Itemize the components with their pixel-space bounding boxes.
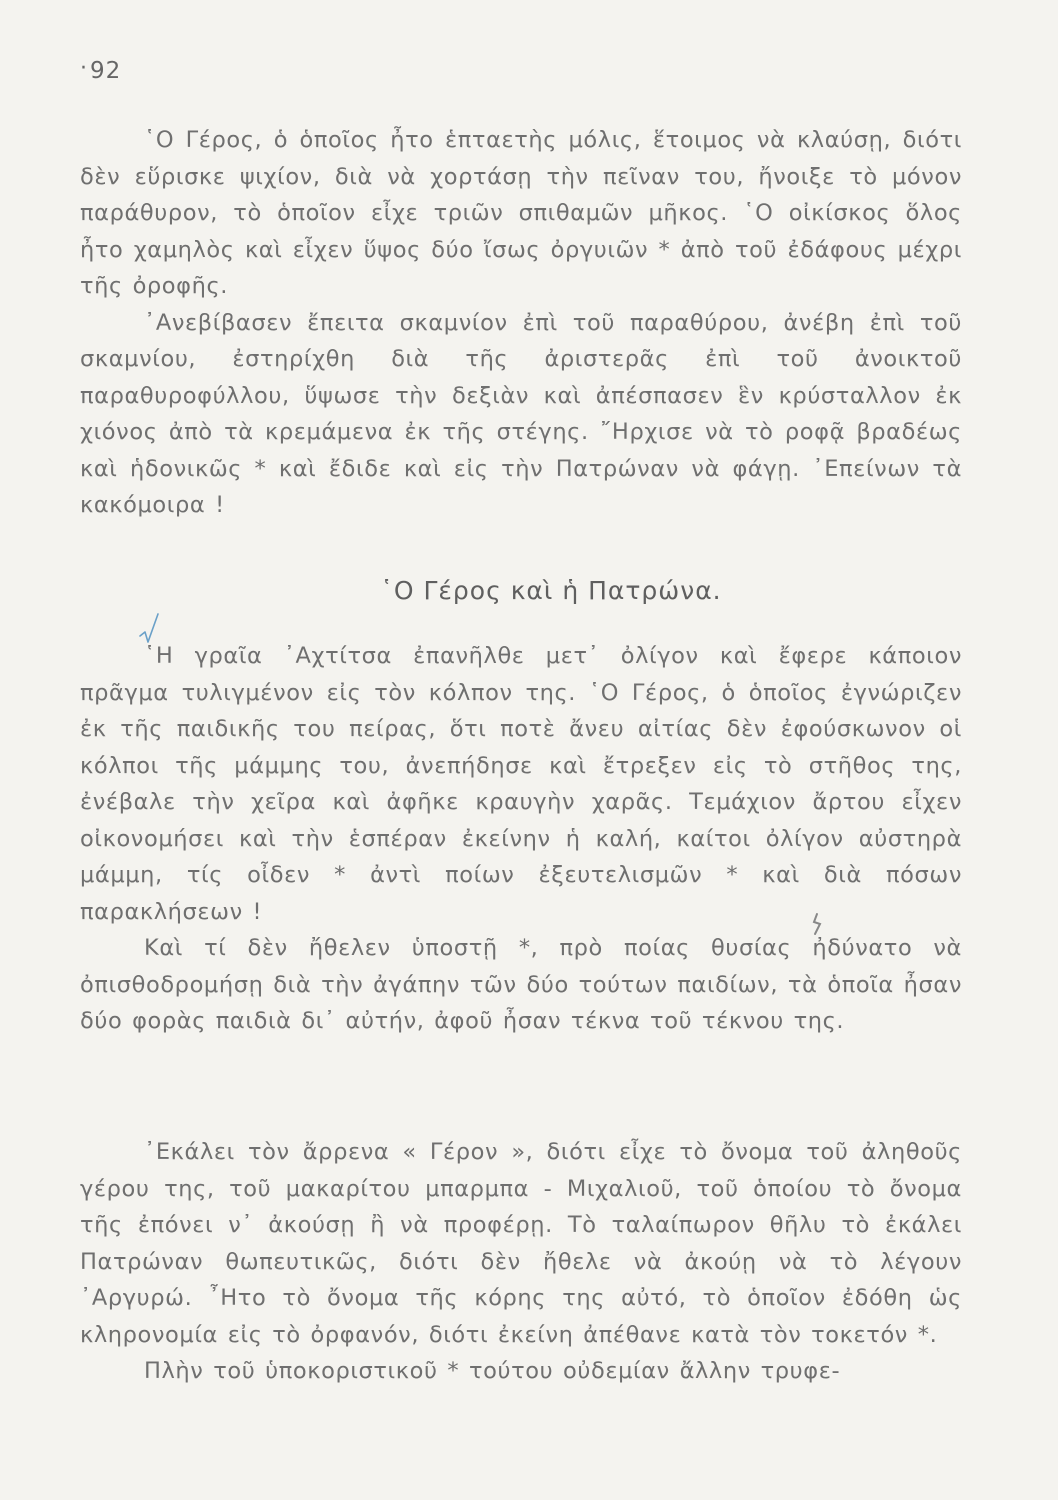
paragraph: ῾Ο Γέρος, ὁ ὁποῖος ἦτο ἑπταετὴς μόλις, ἕτοιμος νὰ κλαύσῃ, διότι δὲν εὕρισκε ψιχίον, διὰ νὰ χορτάσῃ τὴν πεῖναν του, ἤνοιξε τὸ μόνον παράθυρον, τὸ ὁποῖον εἶχε τριῶν σπιθαμῶν μῆκος. ῾Ο οἰκίσκος ὅλος ἦτο χαμηλὸς καὶ εἶχεν ὕψος δύο ἴσως ὀργυιῶν * ἀπὸ τοῦ ἐδάφους μέχρι τῆς ὀροφῆς. bbox=[80, 127, 962, 299]
ink-smudge-icon bbox=[808, 912, 826, 936]
page-number-text: 92 bbox=[90, 58, 122, 84]
paragraph: ᾿Εκάλει τὸν ἄρρενα « Γέρον », διότι εἶχε τὸ ὄνομα τοῦ ἀληθοῦς γέρου της, τοῦ μακαρίτου μπαρμπα - Μιχαλιοῦ, τοῦ ὁποίου τὸ ὄνομα τῆς ἐπόνει ν᾿ ἀκούσῃ ἢ νὰ προφέρῃ. Τὸ ταλαίπωρον θῆλυ τὸ ἐκάλει Πατρώναν θωπευτικῶς, διότι δὲν ἤθελε νὰ ἀκούῃ νὰ τὸ λέγουν ᾿Αργυρώ. ῏Ητο τὸ ὄνομα τῆς κόρης της αὐτό, τὸ ὁποῖον ἐδόθη ὡς κληρονομία εἰς τὸ ὀρφανόν, διότι ἐκείνη ἀπέθανε κατὰ τὸν τοκετόν *. bbox=[80, 1139, 962, 1348]
section-heading bbox=[0, 576, 1058, 605]
paragraph: Καὶ τί δὲν ἤθελεν ὑποστῇ *, πρὸ ποίας θυσίας ἠδύνατο νὰ ὀπισθοδρομήσῃ διὰ τὴν ἀγάπην τῶν δύο τούτων παιδίων, τὰ ὁποῖα ἦσαν δύο φορὰς παιδιὰ δι᾿ αὐτήν, ἀφοῦ ἦσαν τέκνα τοῦ τέκνου της. bbox=[80, 935, 962, 1034]
paragraph: ῾Η γραῖα ᾿Αχτίτσα ἐπανῆλθε μετ᾿ ὀλίγον καὶ ἔφερε κάποιον πρᾶγμα τυλιγμένον εἰς τὸν κόλπον της. ῾Ο Γέρος, ὁ ὁποῖος ἐγνώριζεν ἐκ τῆς παιδικῆς του πείρας, ὅτι ποτὲ ἄνευ αἰτίας δὲν ἐφούσκωνον οἱ κόλποι τῆς μάμμης του, ἀνεπήδησε καὶ ἔτρεξεν εἰς τὸ στῆθος της, ἐνέβαλε τὴν χεῖρα καὶ ἀφῆκε κραυγὴν χαρᾶς. Τεμάχιον ἄρτου εἶχεν οἰκονομήσει καὶ τὴν ἑσπέραν ἐκείνην ἡ καλή, καίτοι ὀλίγον αὐστηρὰ μάμμη, τίς οἶδεν * ἀντὶ ποίων ἐξευτελισμῶν * καὶ διὰ πόσων παρακλήσεων ! bbox=[80, 643, 962, 925]
section-heading-text: ῾Ο Γέρος καὶ ἡ Πατρώνα. bbox=[380, 576, 722, 605]
section-1 bbox=[80, 122, 962, 524]
paragraph: ᾿Ανεβίβασεν ἔπειτα σκαμνίον ἐπὶ τοῦ παραθύρου, ἀνέβη ἐπὶ τοῦ σκαμνίου, ἐστηρίχθη διὰ τῆς ἀριστερᾶς ἐπὶ τοῦ ἀνοικτοῦ παραθυροφύλλου, ὕψωσε τὴν δεξιὰν καὶ ἀπέσπασεν ἓν κρύσταλλον ἐκ χιόνος ἀπὸ τὰ κρεμάμενα ἐκ τῆς στέγης. ῎Ηρχισε νὰ τὸ ροφᾷ βραδέως καὶ ἡδονικῶς * καὶ ἔδιδε καὶ εἰς τὴν Πατρώναν νὰ φάγῃ. ᾿Επείνων τὰ κακόμοιρα ! bbox=[80, 309, 962, 518]
page-number-dot: · bbox=[80, 56, 88, 81]
section-3 bbox=[80, 1134, 962, 1390]
section-2 bbox=[80, 638, 962, 1040]
page-number bbox=[80, 56, 122, 84]
paragraph: Πλὴν τοῦ ὑποκοριστικοῦ * τούτου οὐδεμίαν ἄλλην τρυφε- bbox=[144, 1358, 841, 1384]
